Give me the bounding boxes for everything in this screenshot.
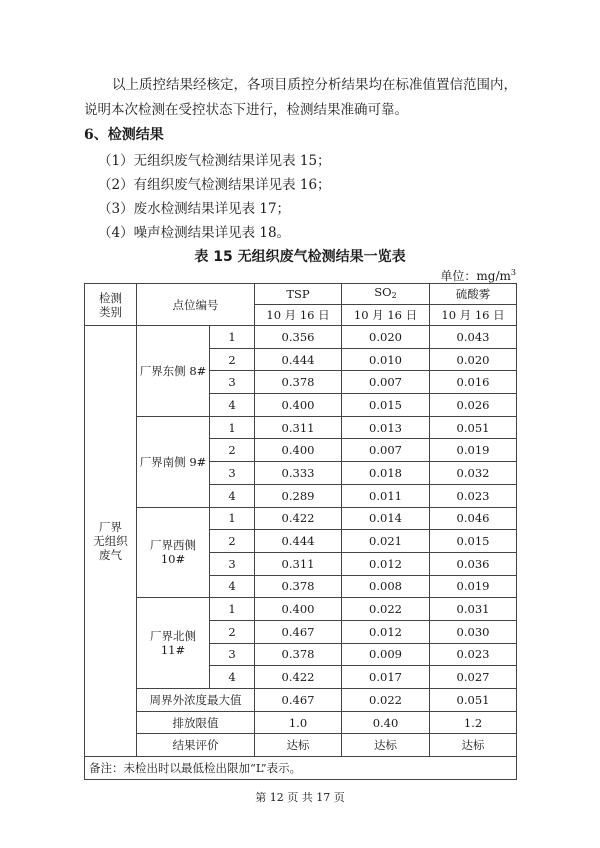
tsp-value-cell: 0.311: [255, 416, 342, 439]
so2-value-cell: 0.020: [342, 326, 430, 349]
point-name-cell: 厂界西侧 10#: [137, 507, 210, 598]
intro-paragraph: 以上质控结果经核定，各项目质控分析结果均在标准值置信范围内，说明本次检测在受控状态下进行，检测结果准确可靠。: [84, 77, 517, 118]
table-header-row: [85, 284, 517, 305]
acid-mist-value-cell: 0.051: [430, 416, 517, 439]
point-name-cell: 厂界东侧 8#: [137, 326, 210, 417]
unit-label: [440, 267, 516, 284]
acid-mist-value-cell: 0.030: [430, 620, 517, 643]
tsp-value-cell: 0.378: [255, 371, 342, 394]
tsp-value-cell: 0.400: [255, 439, 342, 462]
acid-mist-value-cell: 0.027: [430, 666, 517, 689]
date-acid-mist: 10 月 16 日: [430, 305, 517, 326]
tsp-value-cell: 0.467: [255, 689, 342, 712]
so2-value-cell: 0.008: [342, 575, 430, 598]
category-text: 无组织: [93, 534, 128, 549]
acid-mist-value-cell: 0.046: [430, 507, 517, 530]
acid-mist-value-cell: 0.023: [430, 484, 517, 507]
header-tsp: TSP: [255, 284, 342, 305]
so2-value-cell: 0.022: [342, 689, 430, 712]
note-row: [85, 757, 517, 780]
sample-number-cell: 4: [210, 484, 255, 507]
table-row: [85, 416, 517, 439]
sample-number-cell: 4: [210, 666, 255, 689]
acid-mist-value-cell: 1.2: [430, 711, 517, 734]
so2-value-cell: 0.012: [342, 552, 430, 575]
tsp-value-cell: 0.378: [255, 643, 342, 666]
sample-number-cell: 3: [210, 371, 255, 394]
acid-mist-value-cell: 0.020: [430, 348, 517, 371]
tsp-value-cell: 0.356: [255, 326, 342, 349]
so2-value-cell: 0.021: [342, 530, 430, 553]
list-item: （2）有组织废气检测结果详见表 16；: [98, 177, 331, 193]
so2-value-cell: 0.40: [342, 711, 430, 734]
header-so2-sub: 2: [391, 291, 397, 300]
sample-number-cell: 4: [210, 575, 255, 598]
limit-row: [85, 711, 517, 734]
tsp-value-cell: 0.333: [255, 462, 342, 485]
sample-number-cell: 2: [210, 620, 255, 643]
so2-value-cell: 0.010: [342, 348, 430, 371]
so2-value-cell: 0.017: [342, 666, 430, 689]
header-category: [85, 284, 137, 326]
sample-number-cell: 1: [210, 416, 255, 439]
unit-superscript: 3: [510, 268, 516, 277]
results-table: [84, 283, 517, 780]
table-row: [85, 326, 517, 349]
header-category-line1: 检测: [99, 290, 122, 305]
point-name-cell: 厂界南侧 9#: [137, 416, 210, 507]
unit-text: 单位：mg/m: [440, 269, 511, 283]
list-item: （4）噪声检测结果详见表 18。: [98, 225, 291, 241]
acid-mist-value-cell: 0.026: [430, 394, 517, 417]
table-row: [85, 598, 517, 621]
acid-mist-value-cell: 0.019: [430, 439, 517, 462]
tsp-value-cell: 0.422: [255, 666, 342, 689]
acid-mist-value-cell: 0.031: [430, 598, 517, 621]
so2-value-cell: 0.007: [342, 371, 430, 394]
sample-number-cell: 1: [210, 598, 255, 621]
acid-mist-value-cell: 0.051: [430, 689, 517, 712]
tsp-value-cell: 1.0: [255, 711, 342, 734]
so2-value-cell: 0.013: [342, 416, 430, 439]
so2-value-cell: 0.011: [342, 484, 430, 507]
tsp-value-cell: 0.444: [255, 348, 342, 371]
header-so2: [342, 284, 430, 305]
so2-value-cell: 0.018: [342, 462, 430, 485]
date-tsp: 10 月 16 日: [255, 305, 342, 326]
header-point: 点位编号: [137, 284, 255, 326]
sample-number-cell: 4: [210, 394, 255, 417]
tsp-value-cell: 0.289: [255, 484, 342, 507]
limit-row-label: 排放限值: [137, 711, 255, 734]
max-value-row: [85, 689, 517, 712]
tsp-value-cell: 0.378: [255, 575, 342, 598]
sample-number-cell: 1: [210, 326, 255, 349]
page-footer: 第 12 页 共 17 页: [255, 791, 345, 804]
evaluation-row-label: 结果评价: [137, 734, 255, 757]
tsp-value-cell: 0.311: [255, 552, 342, 575]
header-acid-mist: 硫酸雾: [430, 284, 517, 305]
category-text: 厂界: [99, 520, 122, 535]
tsp-value-cell: 0.400: [255, 394, 342, 417]
tsp-value-cell: 达标: [255, 734, 342, 757]
point-name-cell: 厂界北侧 11#: [137, 598, 210, 689]
acid-mist-value-cell: 0.036: [430, 552, 517, 575]
sample-number-cell: 1: [210, 507, 255, 530]
so2-value-cell: 0.022: [342, 598, 430, 621]
list-item: （1）无组织废气检测结果详见表 15；: [98, 153, 331, 169]
category-text: 废气: [99, 548, 122, 563]
category-cell: [85, 326, 137, 757]
so2-value-cell: 0.007: [342, 439, 430, 462]
max-value-row-label: 周界外浓度最大值: [137, 689, 255, 712]
sample-number-cell: 3: [210, 643, 255, 666]
table-caption: 表 15 无组织废气检测结果一览表: [194, 249, 406, 265]
date-so2: 10 月 16 日: [342, 305, 430, 326]
so2-value-cell: 0.009: [342, 643, 430, 666]
tsp-value-cell: 0.422: [255, 507, 342, 530]
sample-number-cell: 2: [210, 439, 255, 462]
sample-number-cell: 2: [210, 348, 255, 371]
acid-mist-value-cell: 0.032: [430, 462, 517, 485]
tsp-value-cell: 0.400: [255, 598, 342, 621]
tsp-value-cell: 0.467: [255, 620, 342, 643]
acid-mist-value-cell: 0.023: [430, 643, 517, 666]
acid-mist-value-cell: 0.016: [430, 371, 517, 394]
sample-number-cell: 3: [210, 552, 255, 575]
sample-number-cell: 3: [210, 462, 255, 485]
table-row: [85, 507, 517, 530]
section-heading: 6、检测结果: [84, 127, 164, 143]
acid-mist-value-cell: 0.015: [430, 530, 517, 553]
tsp-value-cell: 0.444: [255, 530, 342, 553]
acid-mist-value-cell: 0.043: [430, 326, 517, 349]
acid-mist-value-cell: 0.019: [430, 575, 517, 598]
header-so2-main: SO: [374, 285, 392, 299]
evaluation-row: [85, 734, 517, 757]
so2-value-cell: 0.012: [342, 620, 430, 643]
so2-value-cell: 0.014: [342, 507, 430, 530]
so2-value-cell: 达标: [342, 734, 430, 757]
sample-number-cell: 2: [210, 530, 255, 553]
acid-mist-value-cell: 达标: [430, 734, 517, 757]
header-category-line2: 类别: [99, 304, 122, 319]
table-note: 备注：未检出时以最低检出限加“L”表示。: [85, 757, 517, 780]
list-item: （3）废水检测结果详见表 17；: [98, 201, 291, 217]
so2-value-cell: 0.015: [342, 394, 430, 417]
